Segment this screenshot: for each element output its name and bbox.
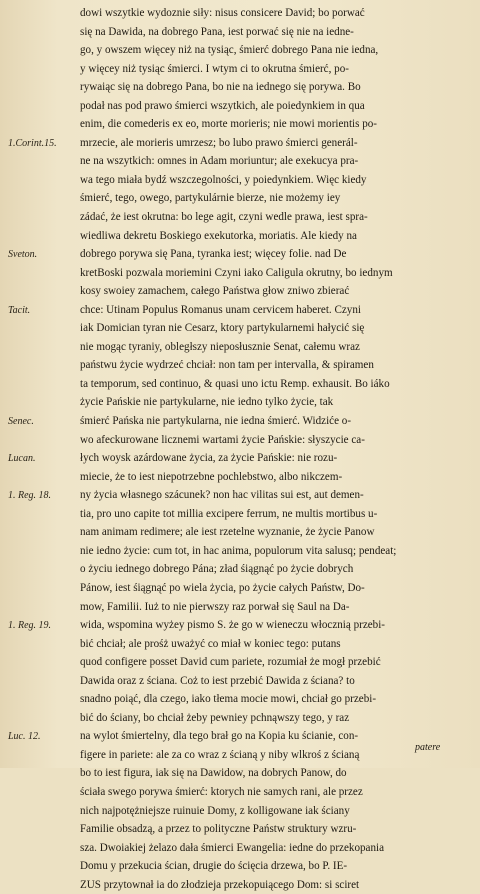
text-line: sza. Dwoiakiej żelazo dała śmierci Ewangelia: iedne do przekopania [80,841,385,854]
text-line: śmierć, tego, owego, partykulárnie bierze, nie możemy iey [80,192,341,205]
text-line: na wylot śmiertelny, dla tego brał go na Kopia ku ścianie, con- [80,730,359,743]
text-line: śmierć Pańska nie partykularna, nie iedna śmierć. Widziće o- [80,415,352,428]
margin-note: 1. Reg. 18. [8,490,52,502]
margin-note: 1. Reg. 19. [8,620,52,632]
text-line: Familie obsadzą, a przez to polityczne Państw struktury wzru- [80,823,357,836]
text-line: kosy swoiey zamachem, całego Państwa głow zniwo zbierać [80,285,350,298]
catchword: patere [415,742,441,753]
text-line: podał nas pod prawo śmierci wszytkich, ale poiedynkiem in qua [80,99,365,112]
text-line: quod configere posset David cum pariete, rozumiał że mogł przebić [80,656,381,669]
text-line: nie mogąc tyraniy, obległszy nieposłusznie Senat, całemu wraz [80,340,360,353]
text-line: chce: Utinam Populus Romanus unam cervicem haberet. Czyni [80,303,361,316]
margin-notes-column [0,0,78,768]
text-line: Domu y przekucia ścian, drugie do ścięcia drzewa, bo P. IE- [80,860,348,873]
margin-note: Sveton. [8,249,38,261]
text-line: mow, Familii. Iuż to nie pierwszy raz porwał się Saul na Da- [80,600,350,613]
text-line: miecie, że to iest niepotrzebne pochlebstwo, albo nikczem- [80,470,343,483]
text-line: Pánow, iest śiągnąć po wiela życia, po życie całych Państw, Do- [80,581,365,594]
text-line: iak Domician tyran nie Cesarz, ktory partykularnemi hałycić się [80,322,365,335]
text-line: ta temporum, sed continuo, & quasi uno ictu Remp. exhausit. Bo iáko [80,377,390,390]
text-line: nam animam redimere; ale iest rzetelne wyznanie, że życie Panow [80,526,375,539]
text-line: dowi wszytkie wydoznie siły: nisus consicere David; bo porwać [80,7,365,19]
text-line: państwu życie wydrzeć chciał: non tam per intervalla, & spiramen [80,359,374,372]
text-line: go, y owszem więcey niż na tysiąc, śmierć dobrego Pana nie iedna, [80,44,379,57]
text-line: ściała swego porywa śmierć: ktorych nie samych rani, ale przez [80,785,363,798]
text-line: kretBoski pozwala moriemini Czyni iako Caligula okrutny, bo iednym [80,266,393,279]
margin-note: 1.Corint.15. [8,137,57,149]
text-line: figere in pariete: ale za co wraz z ścianą y niby wlkroś z ścianą [80,748,360,761]
text-line: nich najpotężniejsze ruinuie Domy, z kolligowane iak ściany [80,804,350,817]
text-line: bić do ściany, bo chciał żeby pewniey pchnąwszy tego, y raz [80,711,350,724]
text-line: snadno poiąć, dla czego, iako tłema mocie mowi, chciał go przebi- [80,693,377,706]
text-line: y więcey niż tysiąc śmierci. I wtym ci to okrutna śmierć, po- [80,62,349,75]
text-line: wida, wspomina wyżey pismo S. że go w wieneczu włocznią przebi- [80,619,385,632]
text-line: zádać, że iest okrutna: bo lege agit, czyni wedle prawa, iest spra- [80,211,368,224]
text-line: wiedliwa dekretu Boskiego exekutorka, moriatis. Ale kiedy na [80,229,357,242]
text-line: rywaiąc się na dobrego Pana, bo nie na iednego się porywa. Bo [80,81,361,94]
text-line: enim, die comederis ex eo, morte morieris; nie mowi morientis po- [80,118,377,131]
text-line: wo afeckurowane licznemi wartami życie Pańskie: słyszycie ca- [80,433,365,446]
text-line: o życiu iednego dobrego Pána; zład śiągnąć po życie dobrych [80,563,354,576]
text-line: tia, pro uno capite tot millia excipere ferrum, ne multis mortibus u- [80,507,378,520]
text-line: nie iedno życie: cum tot, in hac anima, populorum vita salusq; pendeat; [80,544,397,557]
text-line: bić chciał; ale prośż uważyć co miał w koniec tego: putans [80,637,341,650]
text-line: ny życia własnego szácunek? non hac vilitas sui est, aut demen- [80,489,364,502]
text-line: łych woysk azárdowane życia, za życie Pańskie: nie rozu- [80,452,338,465]
margin-note: Luc. 12. [8,731,41,743]
main-text-column [80,4,462,894]
text-line: ne na wszytkich: omnes in Adam moriuntur; ale exekucya pra- [80,155,359,168]
margin-note: Senec. [8,416,34,428]
text-line: się na Dawida, na dobrego Pana, iest porwać się nie na iedne- [80,25,354,38]
text-line: życie Pańskie nie partykularne, nie iedno tylko życie, tak [80,396,334,409]
text-line: ZUS przytownał ia do złodzieja przekopuiącego Dom: si sciret [80,878,360,891]
text-line: wa tego miała bydź wszczegolności, y poiedynkiem. Więc kiedy [80,173,367,186]
text-line: bo to iest figura, iak się na Dawidow, na dobrych Panow, do [80,767,347,780]
text-line: dobrego porywa się Pana, tyranka iest; więcey folie. nad De [80,248,347,261]
margin-note: Lucan. [8,453,36,465]
margin-note: Tacit. [8,304,31,316]
text-line: mrzecie, ale morieris umrzesz; bo lubo prawo śmierci generál- [80,136,358,149]
text-line: Dawida oraz z ściana. Coż to iest przebić Dawida z ściana? to [80,674,355,687]
